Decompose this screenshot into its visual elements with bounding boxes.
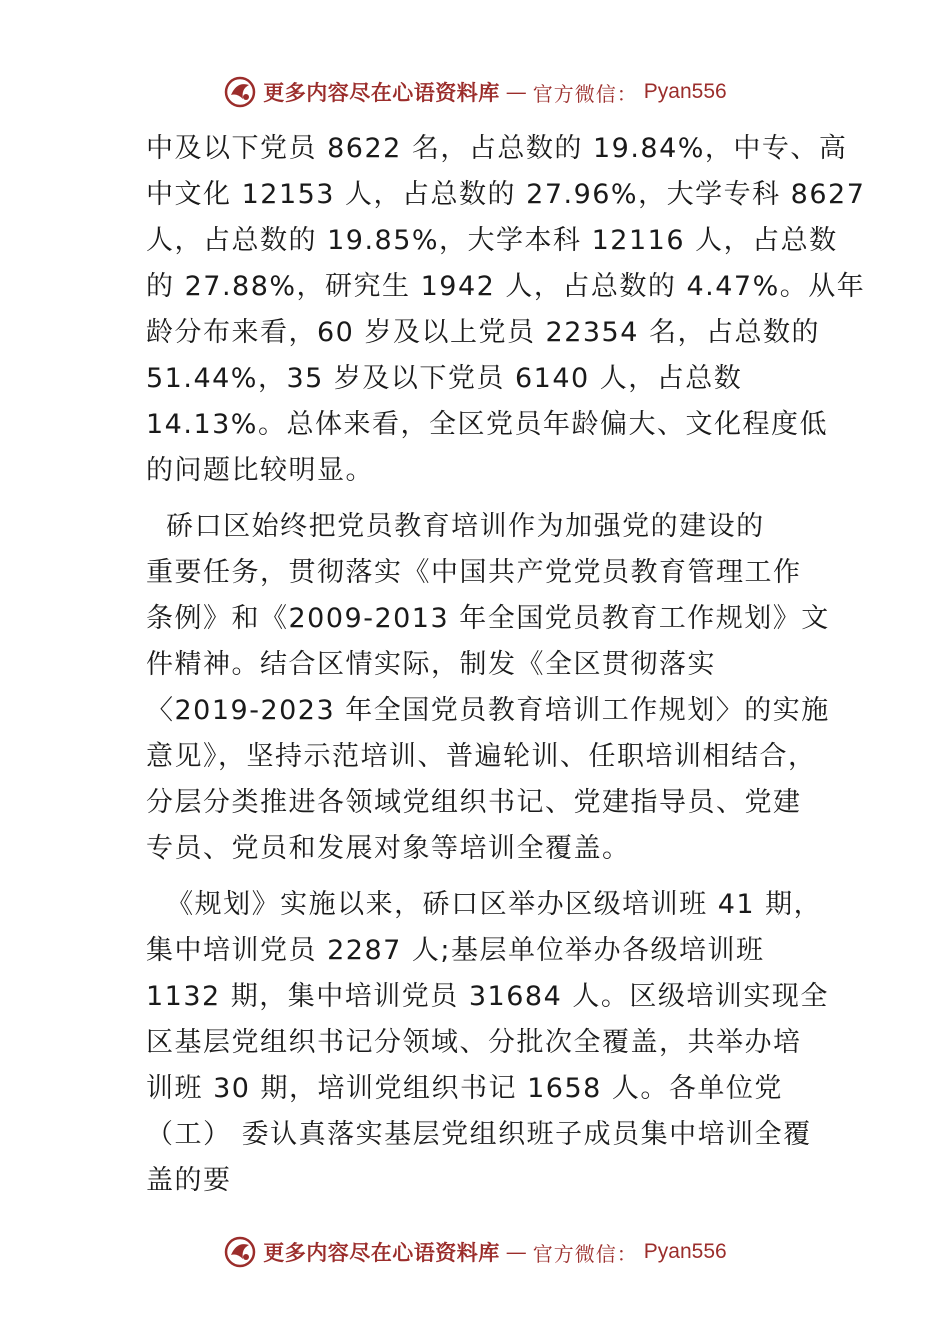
page-header [0,72,950,112]
text-line: 的 27.88%，研究生 1942 人，占总数的 4.47%。从年 [146,271,866,302]
header-wechat-id: Pyan556 [643,80,727,103]
logo-icon [223,1235,257,1269]
text-line: 训班 30 期，培训党组织书记 1658 人。各单位党 [146,1073,783,1104]
document-body [146,126,866,1204]
footer-wechat-label: 官方微信： [532,1241,638,1266]
text-line: 中及以下党员 8622 名，占总数的 19.84%，中专、高 [146,133,848,164]
paragraph-2 [146,504,830,872]
text-line: 盖的要 [146,1165,232,1196]
footer-dash: — [505,1240,527,1264]
footer-wechat-id: Pyan556 [643,1240,727,1263]
footer-brand [223,1235,726,1269]
logo-icon [223,75,257,109]
text-line: 人，占总数的 19.85%，大学本科 12116 人，占总数 [146,225,838,256]
page-footer [0,1232,950,1272]
header-brand-text: 更多内容尽在心语资料库 [263,80,500,105]
paragraph-1 [146,126,866,494]
text-line: 意见》，坚持示范培训、普遍轮训、任职培训相结合， [146,741,817,772]
header-brand [223,75,726,109]
text-line: 中文化 12153 人，占总数的 27.96%，大学专科 8627 [146,179,866,210]
paragraph-3 [146,882,829,1204]
text-line: 《规划》实施以来，硚口区举办区级培训班 41 期， [146,889,823,920]
text-line: 集中培训党员 2287 人;基层单位举办各级培训班 [146,935,765,966]
text-line: 重要任务，贯彻落实《中国共产党党员教育管理工作 [146,557,802,588]
text-line: 的问题比较明显。 [146,455,374,486]
text-line: 专员、党员和发展对象等培训全覆盖。 [146,833,631,864]
text-line: 51.44%，35 岁及以下党员 6140 人，占总数 [146,363,743,394]
footer-brand-text: 更多内容尽在心语资料库 [263,1240,500,1265]
text-line: 区基层党组织书记分领域、分批次全覆盖，共举办培 [146,1027,802,1058]
text-line: 分层分类推进各领域党组织书记、党建指导员、党建 [146,787,802,818]
text-line: 龄分布来看，60 岁及以上党员 22354 名，占总数的 [146,317,820,348]
text-line: （工） 委认真落实基层党组织班子成员集中培训全覆 [146,1119,812,1150]
text-line: 件精神。结合区情实际，制发《全区贯彻落实 [146,649,716,680]
text-line: 1132 期，集中培训党员 31684 人。区级培训实现全 [146,981,829,1012]
header-dash: — [505,80,527,104]
text-line: 条例》和《2009-2013 年全国党员教育工作规划》文 [146,603,830,634]
text-line: 硚口区始终把党员教育培训作为加强党的建设的 [146,511,765,542]
text-line: 14.13%。总体来看，全区党员年龄偏大、文化程度低 [146,409,828,440]
text-line: 〈2019-2023 年全国党员教育培训工作规划〉的实施 [146,695,830,726]
header-wechat-label: 官方微信： [532,81,638,106]
